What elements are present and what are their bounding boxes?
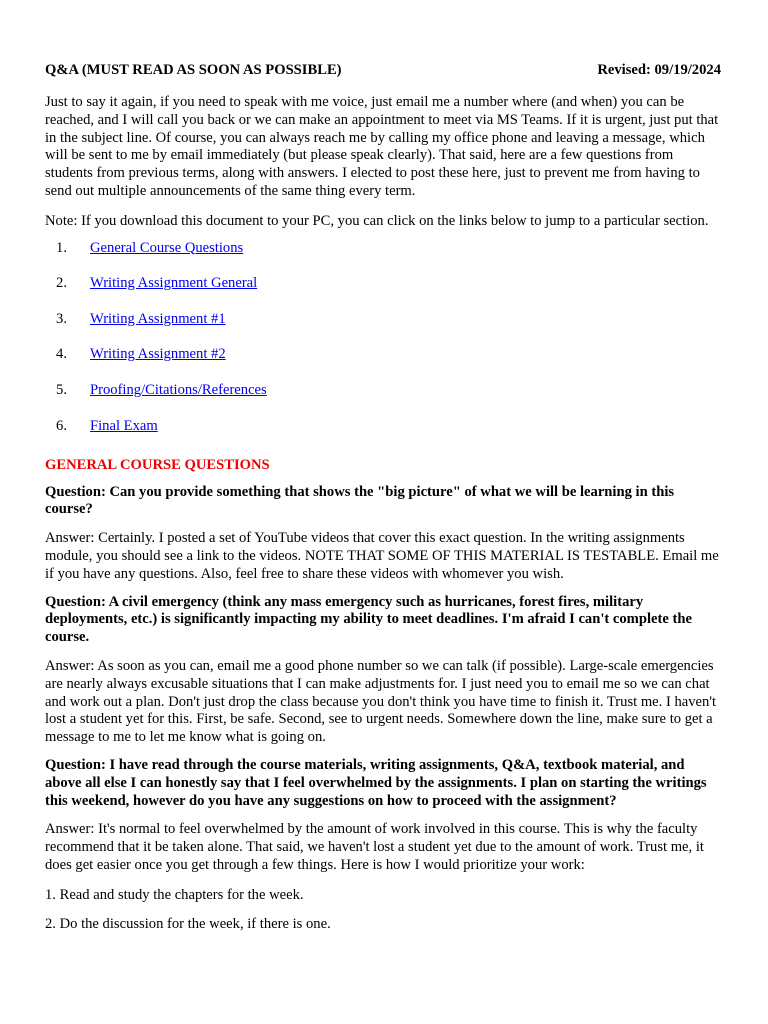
section-heading-general-course-questions: GENERAL COURSE QUESTIONS	[45, 456, 270, 473]
question: Question: A civil emergency (think any mass emergency such as hurricanes, forest fires, military deployments, etc.) is significantly impacting my ability to meet deadlines. I'm afraid I can't complete the course.	[45, 593, 692, 646]
toc-number: 1.	[56, 239, 67, 256]
toc-link-final-exam[interactable]: Final Exam	[90, 417, 158, 434]
intro-paragraph: Just to say it again, if you need to speak with me voice, just email me a number where (and when) you can be reached, and I will call you back or we can make an appointment to meet via MS Teams. If it is urgent, just put that in the subject line. Of course, you can always reach me by calling my office phone and leaving a message, which will be sent to me by email immediately (but please speak clearly). That said, here are a few questions from students from previous terms, along with answers. I elected to post these here, just to prevent me from having to send out multiple announcements of the same thing every term.	[45, 94, 719, 199]
question: Question: Can you provide something that shows the "big picture" of what we will be learning in this course?	[45, 483, 675, 518]
toc-item	[45, 417, 721, 435]
toc-number: 3.	[56, 310, 67, 327]
answer: Answer: Certainly. I posted a set of YouTube videos that cover this exact question. In the writing assignments module, you should see a link to the videos. NOTE THAT SOME OF THIS MATERIAL IS TESTABLE. Email me if you have any questions. Also, feel free to share these videos with whomever you wish.	[45, 530, 719, 582]
toc-link-general-course-questions[interactable]: General Course Questions	[90, 239, 244, 256]
toc-number: 6.	[56, 417, 67, 434]
toc-link-writing-assignment-general[interactable]: Writing Assignment General	[90, 275, 258, 292]
answer: Answer: It's normal to feel overwhelmed by the amount of work involved in this course. This is why the faculty recommend that it be taken alone. That said, we haven't lost a student yet due to the amount of work. Trust me, it does get easier once you get through a few things. Here is how I would prioritize your work:	[45, 821, 704, 873]
toc-item	[45, 381, 721, 399]
document-title: Q&A (MUST READ AS SOON AS POSSIBLE)	[45, 62, 342, 78]
table-of-contents	[45, 239, 721, 435]
priority-step: 1. Read and study the chapters for the week.	[45, 886, 304, 903]
toc-number: 5.	[56, 381, 67, 398]
priority-step: 2. Do the discussion for the week, if there is one.	[45, 916, 331, 933]
toc-number: 4.	[56, 346, 67, 363]
toc-item	[45, 274, 721, 292]
toc-link-writing-assignment-1[interactable]: Writing Assignment #1	[90, 310, 226, 327]
document-page	[45, 62, 721, 934]
toc-item	[45, 239, 721, 257]
revised-date: Revised: 09/19/2024	[597, 62, 721, 78]
note-paragraph: Note: If you download this document to your PC, you can click on the links below to jump to a particular section.	[45, 212, 709, 229]
answer: Answer: As soon as you can, email me a good phone number so we can talk (if possible). Large-scale emergencies are nearly always excusable situations that I can make adjustments for. I just need you to email me so we can chat and work out a plan. Don't just drop the class because you don't think you have time to finish it. Trust me. I haven't lost a student yet for this. First, be safe. Second, see to urgent needs. Somewhere down the line, make sure to get a message to me to let me know what is going on.	[45, 657, 716, 746]
toc-number: 2.	[56, 275, 67, 292]
question: Question: I have read through the course materials, writing assignments, Q&A, textbook material, and above all else I can honestly say that I feel overwhelmed by the assignments. I plan on starting the writings this weekend, however do you have any suggestions on how to proceed with the assignment?	[45, 756, 707, 809]
toc-link-writing-assignment-2[interactable]: Writing Assignment #2	[90, 346, 226, 363]
toc-item	[45, 345, 721, 363]
toc-link-proofing-citations-references[interactable]: Proofing/Citations/References	[90, 381, 267, 398]
toc-item	[45, 310, 721, 328]
document-header	[45, 62, 721, 79]
